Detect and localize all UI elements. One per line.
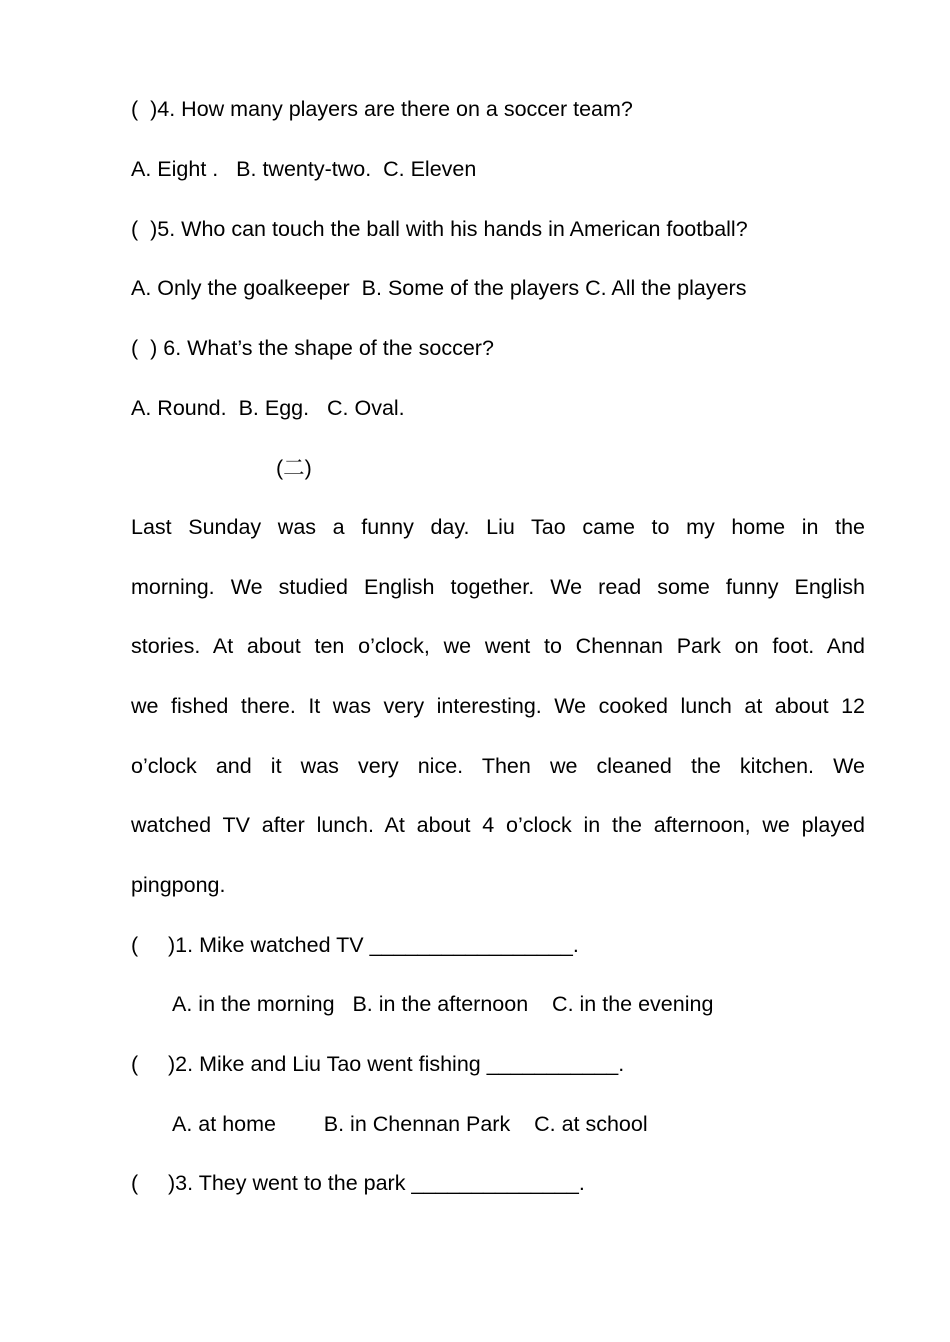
- passage-line: watched TV after lunch. At about 4 o’clock in the afternoon, we played: [131, 813, 865, 837]
- section-heading: (二): [276, 456, 312, 480]
- question-6-options: A. Round. B. Egg. C. Oval.: [131, 396, 405, 420]
- passage-line: Last Sunday was a funny day. Liu Tao came to my home in the: [131, 515, 865, 539]
- question-4-options: A. Eight . B. twenty-two. C. Eleven: [131, 157, 477, 181]
- passage-line: pingpong.: [131, 873, 226, 897]
- passage-line: o’clock and it was very nice. Then we cleaned the kitchen. We: [131, 754, 865, 778]
- passage-line: we fished there. It was very interesting. We cooked lunch at about 12: [131, 694, 865, 718]
- reading-question-1: ( )1. Mike watched TV _________________.: [131, 933, 579, 957]
- question-6: ( ) 6. What’s the shape of the soccer?: [131, 336, 494, 360]
- reading-question-1-options: A. in the morning B. in the afternoon C. in the evening: [172, 992, 714, 1016]
- passage-line: stories. At about ten o’clock, we went to Chennan Park on foot. And: [131, 634, 865, 658]
- question-5: ( )5. Who can touch the ball with his hands in American football?: [131, 217, 748, 241]
- question-4: ( )4. How many players are there on a soccer team?: [131, 97, 633, 121]
- reading-question-2-options: A. at home B. in Chennan Park C. at school: [172, 1112, 648, 1136]
- question-5-options: A. Only the goalkeeper B. Some of the players C. All the players: [131, 276, 747, 300]
- reading-question-2: ( )2. Mike and Liu Tao went fishing ___________.: [131, 1052, 625, 1076]
- passage-line: morning. We studied English together. We read some funny English: [131, 575, 865, 599]
- reading-question-3: ( )3. They went to the park ______________.: [131, 1171, 585, 1195]
